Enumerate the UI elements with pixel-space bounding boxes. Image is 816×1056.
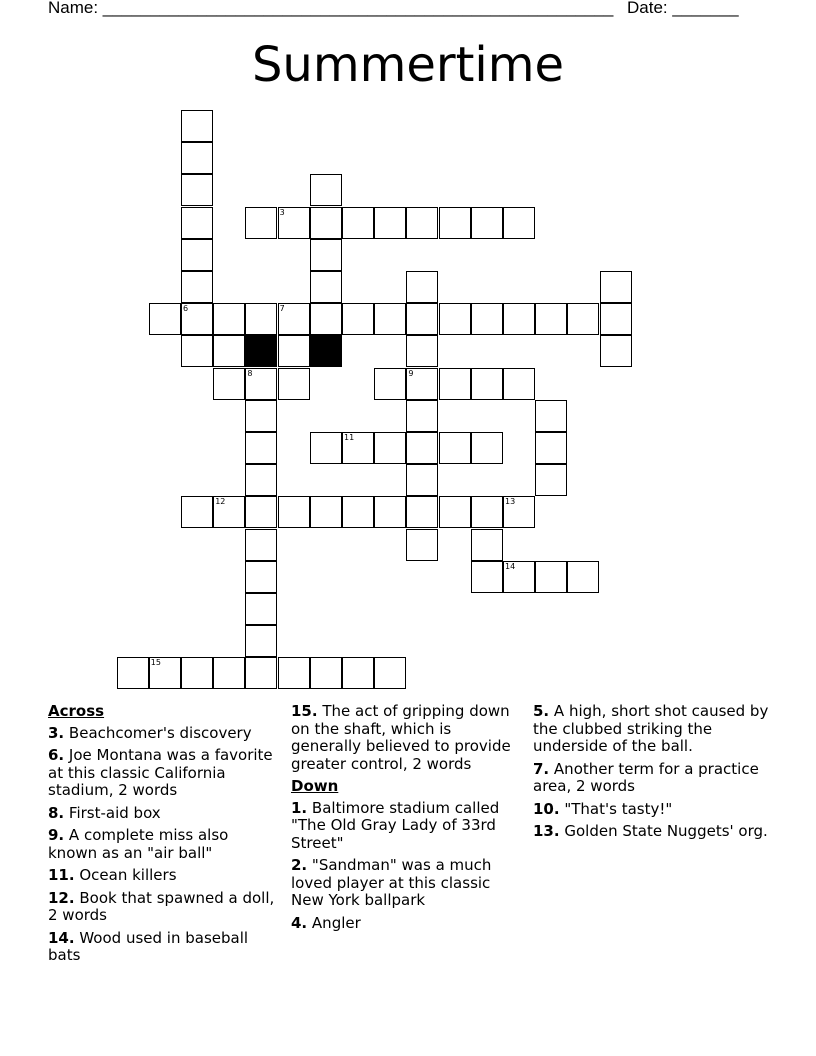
grid-cell-blocked — [310, 335, 342, 367]
grid-cell[interactable] — [245, 561, 277, 593]
grid-cell[interactable] — [245, 593, 277, 625]
clue-across-9: 9. A complete miss also known as an "air ball" — [48, 826, 229, 862]
grid-cell[interactable] — [406, 335, 438, 367]
grid-cell[interactable] — [342, 657, 374, 689]
clue-down-10: 10. "That's tasty!" — [533, 799, 673, 818]
grid-cell[interactable] — [535, 432, 567, 464]
clue-across-11: 11. Ocean killers — [48, 866, 177, 884]
grid-cell[interactable] — [278, 657, 310, 689]
clues-column-2 — [291, 703, 523, 937]
grid-cell[interactable] — [181, 657, 213, 689]
grid-cell[interactable] — [342, 207, 374, 239]
grid-cell[interactable] — [310, 432, 342, 464]
grid-cell[interactable] — [374, 496, 406, 528]
grid-cell[interactable] — [181, 271, 213, 303]
grid-cell[interactable] — [406, 207, 438, 239]
clue-across-8: 8. First-aid box — [48, 803, 161, 822]
clue-down-4: 4. Angler — [291, 913, 361, 932]
grid-cell[interactable] — [406, 432, 438, 464]
grid-cell[interactable] — [406, 496, 438, 528]
clue-number-13: 13 — [505, 497, 516, 507]
grid-cell[interactable] — [278, 335, 310, 367]
grid-cell[interactable] — [181, 110, 213, 142]
grid-cell[interactable] — [149, 303, 181, 335]
grid-cell[interactable] — [503, 561, 535, 593]
grid-cell[interactable] — [245, 368, 277, 400]
clue-down-7: 7. Another term for a practice area, 2 words — [533, 759, 759, 795]
date-field-label: Date: _______ — [627, 0, 739, 17]
clue-across-6: 6. Joe Montana was a favorite at this classic California stadium, 2 words — [48, 746, 273, 799]
grid-cell[interactable] — [310, 657, 342, 689]
grid-cell[interactable] — [406, 368, 438, 400]
grid-cell[interactable] — [471, 303, 503, 335]
grid-cell[interactable] — [374, 657, 406, 689]
grid-cell[interactable] — [245, 464, 277, 496]
grid-cell[interactable] — [245, 625, 277, 657]
grid-cell[interactable] — [181, 303, 213, 335]
grid-cell[interactable] — [245, 432, 277, 464]
puzzle-title: Summertime — [251, 37, 565, 93]
grid-cell[interactable] — [245, 400, 277, 432]
clue-across-15: 15. The act of gripping down on the shaft, which is generally believed to provide greater control, 2 words — [291, 702, 511, 773]
across-heading: Across — [48, 702, 105, 720]
grid-cell[interactable] — [439, 303, 471, 335]
grid-cell[interactable] — [600, 335, 632, 367]
grid-cell[interactable] — [278, 207, 310, 239]
grid-cell[interactable] — [471, 432, 503, 464]
grid-cell[interactable] — [117, 657, 149, 689]
clue-number-8: 8 — [247, 368, 253, 378]
clue-number-11: 11 — [344, 433, 355, 442]
grid-cell[interactable] — [406, 271, 438, 303]
clue-across-3: 3. Beachcomer's discovery — [48, 723, 252, 742]
grid-cell[interactable] — [406, 400, 438, 432]
clue-number-15: 15 — [150, 658, 161, 668]
grid-cell[interactable] — [600, 303, 632, 335]
grid-cell[interactable] — [310, 207, 342, 239]
clue-down-1: 1. Baltimore stadium called "The Old Gray Lady of 33rd Street" — [291, 798, 500, 852]
grid-cell[interactable] — [245, 657, 277, 689]
grid-cell[interactable] — [439, 368, 471, 400]
clue-across-14: 14. Wood used in baseball bats — [48, 928, 249, 964]
grid-cell[interactable] — [181, 239, 213, 271]
clue-across-12: 12. Book that spawned a doll, 2 words — [48, 888, 275, 924]
grid-cell[interactable] — [503, 496, 535, 528]
grid-cell[interactable] — [213, 368, 245, 400]
clue-number-12: 12 — [215, 497, 226, 507]
grid-cell[interactable] — [181, 496, 213, 528]
grid-cell[interactable] — [374, 368, 406, 400]
grid-cell[interactable] — [535, 561, 567, 593]
grid-cell[interactable] — [471, 529, 503, 561]
grid-cell[interactable] — [245, 496, 277, 528]
grid-cell[interactable] — [278, 303, 310, 335]
grid-cell[interactable] — [213, 657, 245, 689]
grid-cell[interactable] — [439, 432, 471, 464]
grid-cell[interactable] — [503, 303, 535, 335]
grid-cell[interactable] — [471, 368, 503, 400]
grid-cell[interactable] — [535, 464, 567, 496]
clue-number-3: 3 — [279, 207, 285, 217]
grid-cell[interactable] — [535, 303, 567, 335]
grid-cell[interactable] — [181, 207, 213, 239]
clues-column-3 — [533, 703, 773, 846]
clue-down-2: 2. "Sandman" was a much loved player at this classic New York ballpark — [291, 856, 492, 909]
grid-cell[interactable] — [503, 368, 535, 400]
grid-cell[interactable] — [535, 400, 567, 432]
grid-cell[interactable] — [278, 496, 310, 528]
grid-cell-blocked — [245, 335, 277, 367]
grid-cell[interactable] — [439, 207, 471, 239]
grid-cell[interactable] — [406, 529, 438, 561]
grid-cell[interactable] — [310, 239, 342, 271]
grid-cell[interactable] — [374, 432, 406, 464]
grid-cell[interactable] — [471, 496, 503, 528]
grid-cell[interactable] — [310, 174, 342, 206]
grid-cell[interactable] — [342, 303, 374, 335]
grid-cell[interactable] — [406, 464, 438, 496]
name-field-label: Name: ______________________________________________________ — [48, 0, 614, 17]
grid-cell[interactable] — [213, 496, 245, 528]
grid-cell[interactable] — [374, 303, 406, 335]
grid-cell[interactable] — [310, 303, 342, 335]
grid-cell[interactable] — [278, 368, 310, 400]
clues-column-1 — [48, 703, 276, 970]
grid-cell[interactable] — [181, 335, 213, 367]
grid-cell[interactable] — [149, 657, 181, 689]
grid-cell[interactable] — [245, 303, 277, 335]
clue-number-9: 9 — [408, 368, 414, 378]
grid-cell[interactable] — [342, 432, 374, 464]
grid-cell[interactable] — [567, 561, 599, 593]
grid-cell[interactable] — [181, 174, 213, 206]
clue-number-6: 6 — [183, 304, 189, 314]
grid-cell[interactable] — [245, 529, 277, 561]
grid-cell[interactable] — [374, 207, 406, 239]
grid-cell[interactable] — [181, 142, 213, 174]
grid-cell[interactable] — [600, 271, 632, 303]
clue-down-13: 13. Golden State Nuggets' org. — [533, 822, 768, 840]
grid-cell[interactable] — [213, 335, 245, 367]
grid-cell[interactable] — [503, 207, 535, 239]
clue-down-5: 5. A high, short shot caused by the clubbed striking the underside of the ball. — [533, 702, 769, 755]
grid-cell[interactable] — [245, 207, 277, 239]
grid-cell[interactable] — [213, 303, 245, 335]
grid-cell[interactable] — [406, 303, 438, 335]
grid-cell[interactable] — [471, 207, 503, 239]
grid-cell[interactable] — [342, 496, 374, 528]
grid-cell[interactable] — [439, 496, 471, 528]
grid-cell[interactable] — [471, 561, 503, 593]
grid-cell[interactable] — [567, 303, 599, 335]
clue-number-7: 7 — [279, 304, 285, 314]
clue-number-14: 14 — [505, 561, 516, 571]
down-heading: Down — [291, 777, 339, 795]
grid-cell[interactable] — [310, 496, 342, 528]
grid-cell[interactable] — [310, 271, 342, 303]
